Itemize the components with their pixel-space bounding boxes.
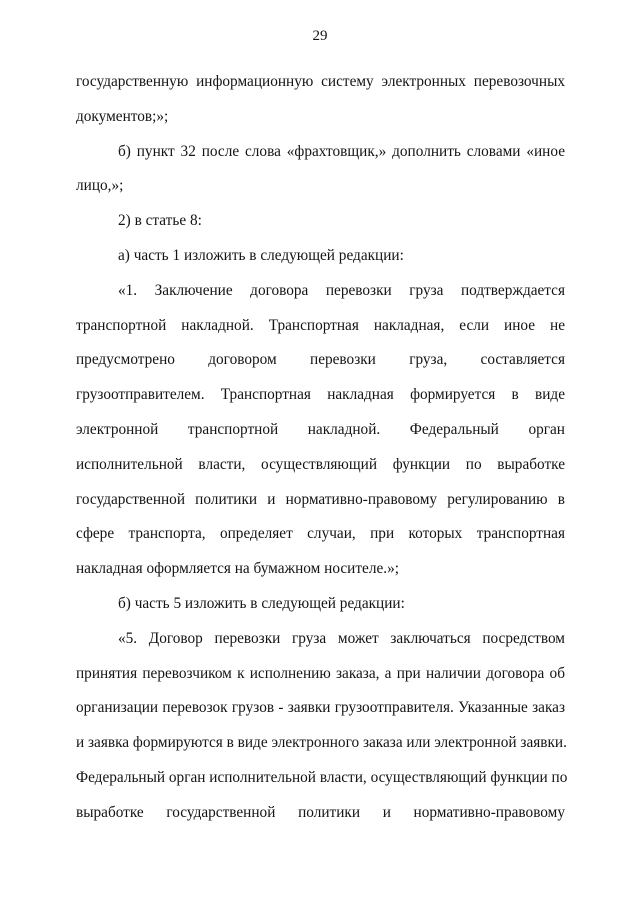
text-line: электронной транспортной накладной. Федеральный орган [76, 420, 565, 438]
text-line: а) часть 1 изложить в следующей редакции: [118, 246, 404, 264]
text-line: Федеральный орган исполнительной власти, осуществляющий функции по [76, 768, 568, 786]
text-line: исполнительной власти, осуществляющий функции по выработке [76, 455, 565, 473]
text-line: 2) в статье 8: [118, 212, 202, 230]
text-line: документов;»; [76, 107, 169, 125]
text-line: предусмотрено договором перевозки груза, составляется [76, 351, 565, 369]
text-line: «5. Договор перевозки груза может заключаться посредством [118, 629, 565, 647]
text-line: государственную информационную систему электронных перевозочных [76, 73, 565, 90]
text-line: б) пункт 32 после слова «фрахтовщик,» дополнить словами «иное [118, 142, 565, 160]
page-number: 29 [312, 28, 328, 44]
text-line: государственной политики и нормативно-правовому регулированию в [76, 490, 565, 508]
text-line: организации перевозок грузов - заявки грузоотправителя. Указанные заказ [76, 699, 565, 717]
document-body [76, 65, 568, 831]
text-line: сфере транспорта, определяет случаи, при которых транспортная [76, 525, 565, 543]
text-line: принятия перевозчиком к исполнению заказа, а при наличии договора об [76, 664, 565, 682]
text-line: выработке государственной политики и нормативно-правовому [76, 803, 565, 821]
text-line: транспортной накладной. Транспортная накладная, если иное не [76, 316, 565, 334]
text-line: «1. Заключение договора перевозки груза подтверждается [118, 281, 565, 299]
text-line: лицо,»; [76, 177, 124, 195]
text-line: и заявка формируются в виде электронного заказа или электронной заявки. [76, 734, 567, 752]
text-line: б) часть 5 изложить в следующей редакции: [118, 594, 405, 612]
text-line: грузоотправителем. Транспортная накладная формируется в виде [76, 386, 565, 404]
text-line: накладная оформляется на бумажном носителе.»; [76, 560, 399, 578]
